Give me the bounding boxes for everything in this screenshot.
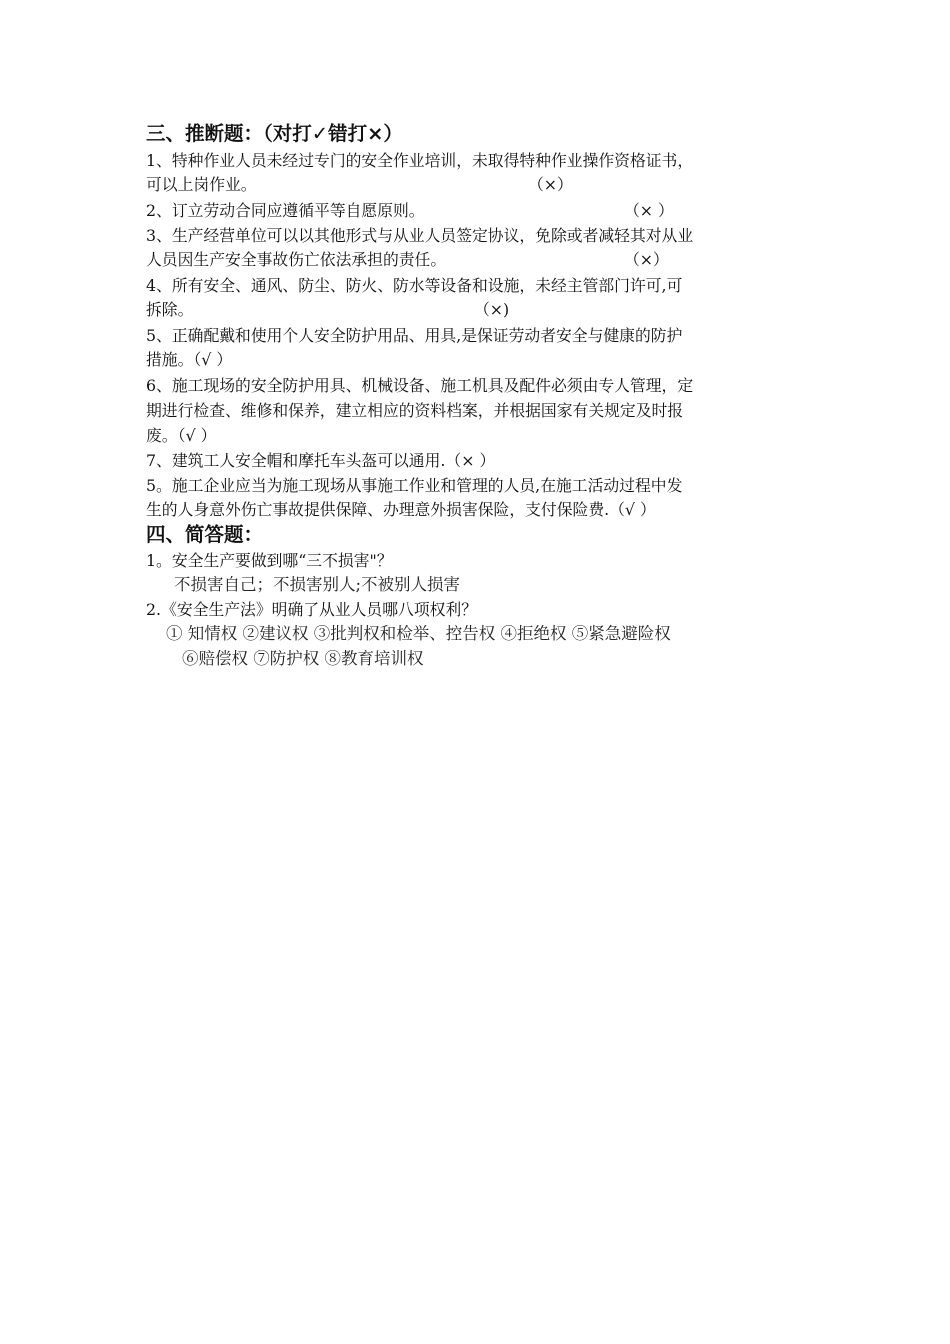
item-1-line-2: 可以上岗作业。: [146, 175, 257, 194]
item-3-line-2: 人员因生产安全事故伤亡依法承担的责任。: [146, 250, 447, 269]
item-6-line-2: 期进行检查、维修和保养，建立相应的资料档案，并根据国家有关规定及时报: [146, 401, 684, 420]
item-3-line-1: 3、生产经营单位可以以其他形式与从业人员签定协议，免除或者减轻其对从业: [146, 226, 694, 245]
item-6-line-3: 废。（√ ）: [146, 426, 217, 445]
section-4-heading: 四、简答题：: [146, 523, 264, 546]
item-8-line-2: 生的人身意外伤亡事故提供保障、办理意外损害保险，支付保险费.（√ ）: [146, 500, 656, 519]
item-5-line-1: 5、正确配戴和使用个人安全防护用品、用具,是保证劳动者安全与健康的防护: [146, 326, 683, 345]
answer-1: 不损害自己；不损害别人;不被别人损害: [174, 575, 461, 594]
section-3-heading: 三、推断题：（对打✓错打×）: [146, 122, 403, 145]
item-5-line-2: 措施。（√ ）: [146, 350, 233, 369]
item-8-line-1: 5。施工企业应当为施工现场从事施工作业和管理的人员,在施工活动过程中发: [146, 476, 683, 495]
answer-2-line-1: ① 知情权 ②建议权 ③批判权和检举、控告权 ④拒绝权 ⑤紧急避险权: [166, 624, 671, 643]
item-3-answer-mark: （×）: [624, 250, 669, 269]
item-1-answer-mark: （×）: [528, 175, 573, 194]
item-4-line-2: 拆除。: [146, 300, 194, 319]
question-2: 2.《安全生产法》明确了从业人员哪八项权利？: [146, 600, 478, 619]
item-1-line-1: 1、特种作业人员未经过专门的安全作业培训，未取得特种作业操作资格证书，: [146, 151, 694, 170]
question-1: 1。安全生产要做到哪“三不损害"？: [146, 551, 393, 570]
item-4-line-1: 4、所有安全、通风、防尘、防火、防水等设备和设施，未经主管部门许可,可: [146, 276, 683, 295]
item-2-line-1: 2、订立劳动合同应遵循平等自愿原则。: [146, 201, 425, 220]
item-7-line-1: 7、建筑工人安全帽和摩托车头盔可以通用.（× ）: [146, 451, 496, 470]
item-6-line-1: 6、施工现场的安全防护用具、机械设备、施工机具及配件必须由专人管理，定: [146, 376, 694, 395]
item-4-answer-mark: （×): [474, 300, 510, 319]
answer-2-line-2: ⑥赔偿权 ⑦防护权 ⑧教育培训权: [182, 649, 424, 668]
item-2-answer-mark: （× ）: [624, 201, 674, 220]
